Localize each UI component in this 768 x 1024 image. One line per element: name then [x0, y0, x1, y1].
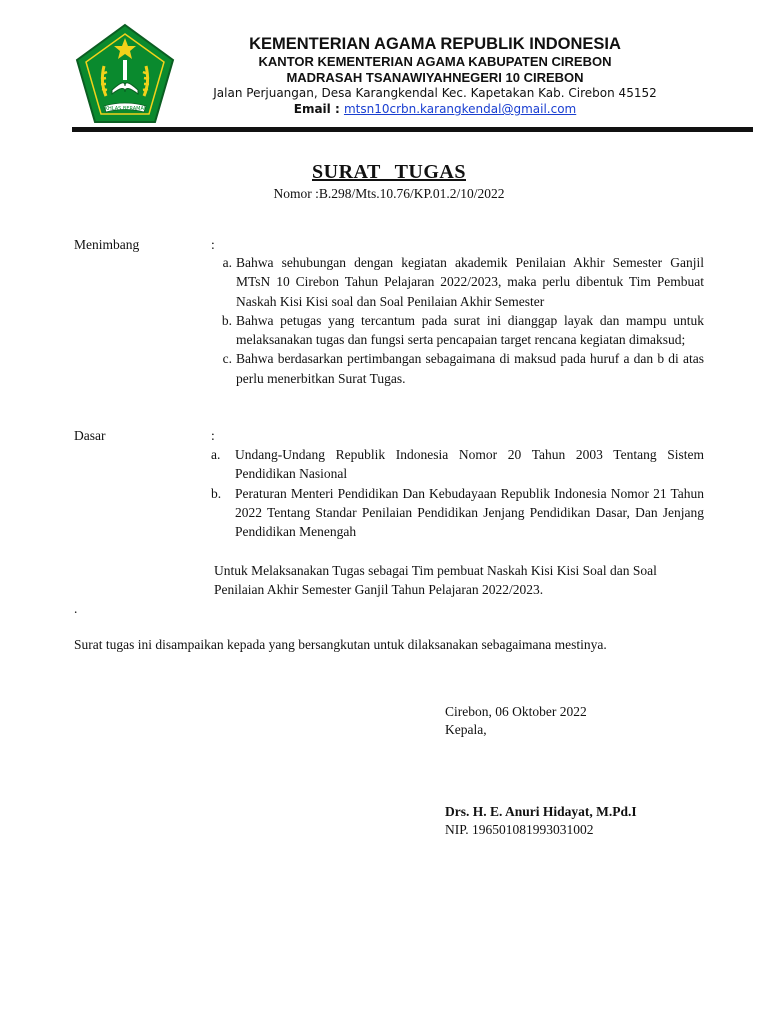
menimbang-label: Menimbang: [74, 237, 140, 252]
signer-name: Drs. H. E. Anuri Hidayat, M.Pd.I: [445, 804, 637, 819]
header-ministry: KEMENTERIAN AGAMA REPUBLIK INDONESIA: [249, 35, 621, 53]
dasar-list: [206, 445, 704, 541]
email-link[interactable]: mtsn10crbn.karangkendal@gmail.com: [343, 102, 577, 116]
dasar-colon: :: [211, 428, 215, 443]
signer-position: Kepala,: [445, 722, 487, 737]
letter-number: Nomor :B.298/Mts.10.76/KP.01.2/10/2022: [273, 186, 505, 201]
dasar-label: Dasar: [74, 428, 106, 443]
list-item: a. Undang-Undang Republik Indonesia Nomor 20 Tahun 2003 Tentang Sistem Pendidikan Nasional: [211, 447, 704, 482]
header-address: Jalan Perjuangan, Desa Karangkendal Kec. Kapetakan Kab. Cirebon 45152: [213, 86, 657, 100]
header-email-line: [180, 102, 690, 116]
header-office: KANTOR KEMENTERIAN AGAMA KABUPATEN CIREBON: [258, 54, 612, 69]
stray-dot: .: [74, 601, 78, 616]
list-item: b. Peraturan Menteri Pendidikan Dan Kebudayaan Republik Indonesia Nomor 21 Tahun 2022 Tentang Standar Penilaian Pendidikan Jenjang Pendidikan Dasar, Dan Jenjang Pendidikan Menengah: [211, 485, 704, 540]
letter-title: SURAT TUGAS: [312, 161, 466, 183]
logo-motto: IKHLAS BERAMAL: [103, 106, 147, 112]
assignment-paragraph: Untuk Melaksanakan Tugas sebagai Tim pembuat Naskah Kisi Kisi Soal dan Soal Penilaian Akhir Semester Ganjil Tahun Pelajaran 2022/2023.: [214, 563, 657, 598]
header-school: MADRASAH TSANAWIYAHNEGERI 10 CIREBON: [286, 70, 584, 85]
email-label: Email :: [293, 102, 340, 116]
list-item: c. Bahwa berdasarkan pertimbangan sebagaimana di maksud pada huruf a dan b di atas perlu menerbitkan Surat Tugas.: [222, 351, 704, 386]
menimbang-colon: :: [211, 237, 215, 252]
list-item: b. Bahwa petugas yang tercantum pada surat ini dianggap layak dan mampu untuk melaksanakan tugas dan fungsi serta pencapaian target rencana kegiatan dimaksud;: [221, 312, 704, 348]
kemenag-logo: [74, 22, 176, 126]
list-item: a. Bahwa sehubungan dengan kegiatan akademik Penilaian Akhir Semester Ganjil MTsN 10 Cirebon Tahun Pelajaran 2022/2023, maka perlu dibentuk Tim Pembuat Naskah Kisi Kisi soal dan Soal Penilaian Akhir Semester: [222, 255, 704, 309]
header-divider: [72, 127, 753, 132]
place-date: Cirebon, 06 Oktober 2022: [445, 704, 587, 719]
signer-nip: NIP. 196501081993031002: [445, 822, 594, 837]
closing-paragraph: Surat tugas ini disampaikan kepada yang bersangkutan untuk dilaksanakan sebagaimana mestinya.: [74, 637, 607, 652]
menimbang-list: [206, 253, 704, 388]
